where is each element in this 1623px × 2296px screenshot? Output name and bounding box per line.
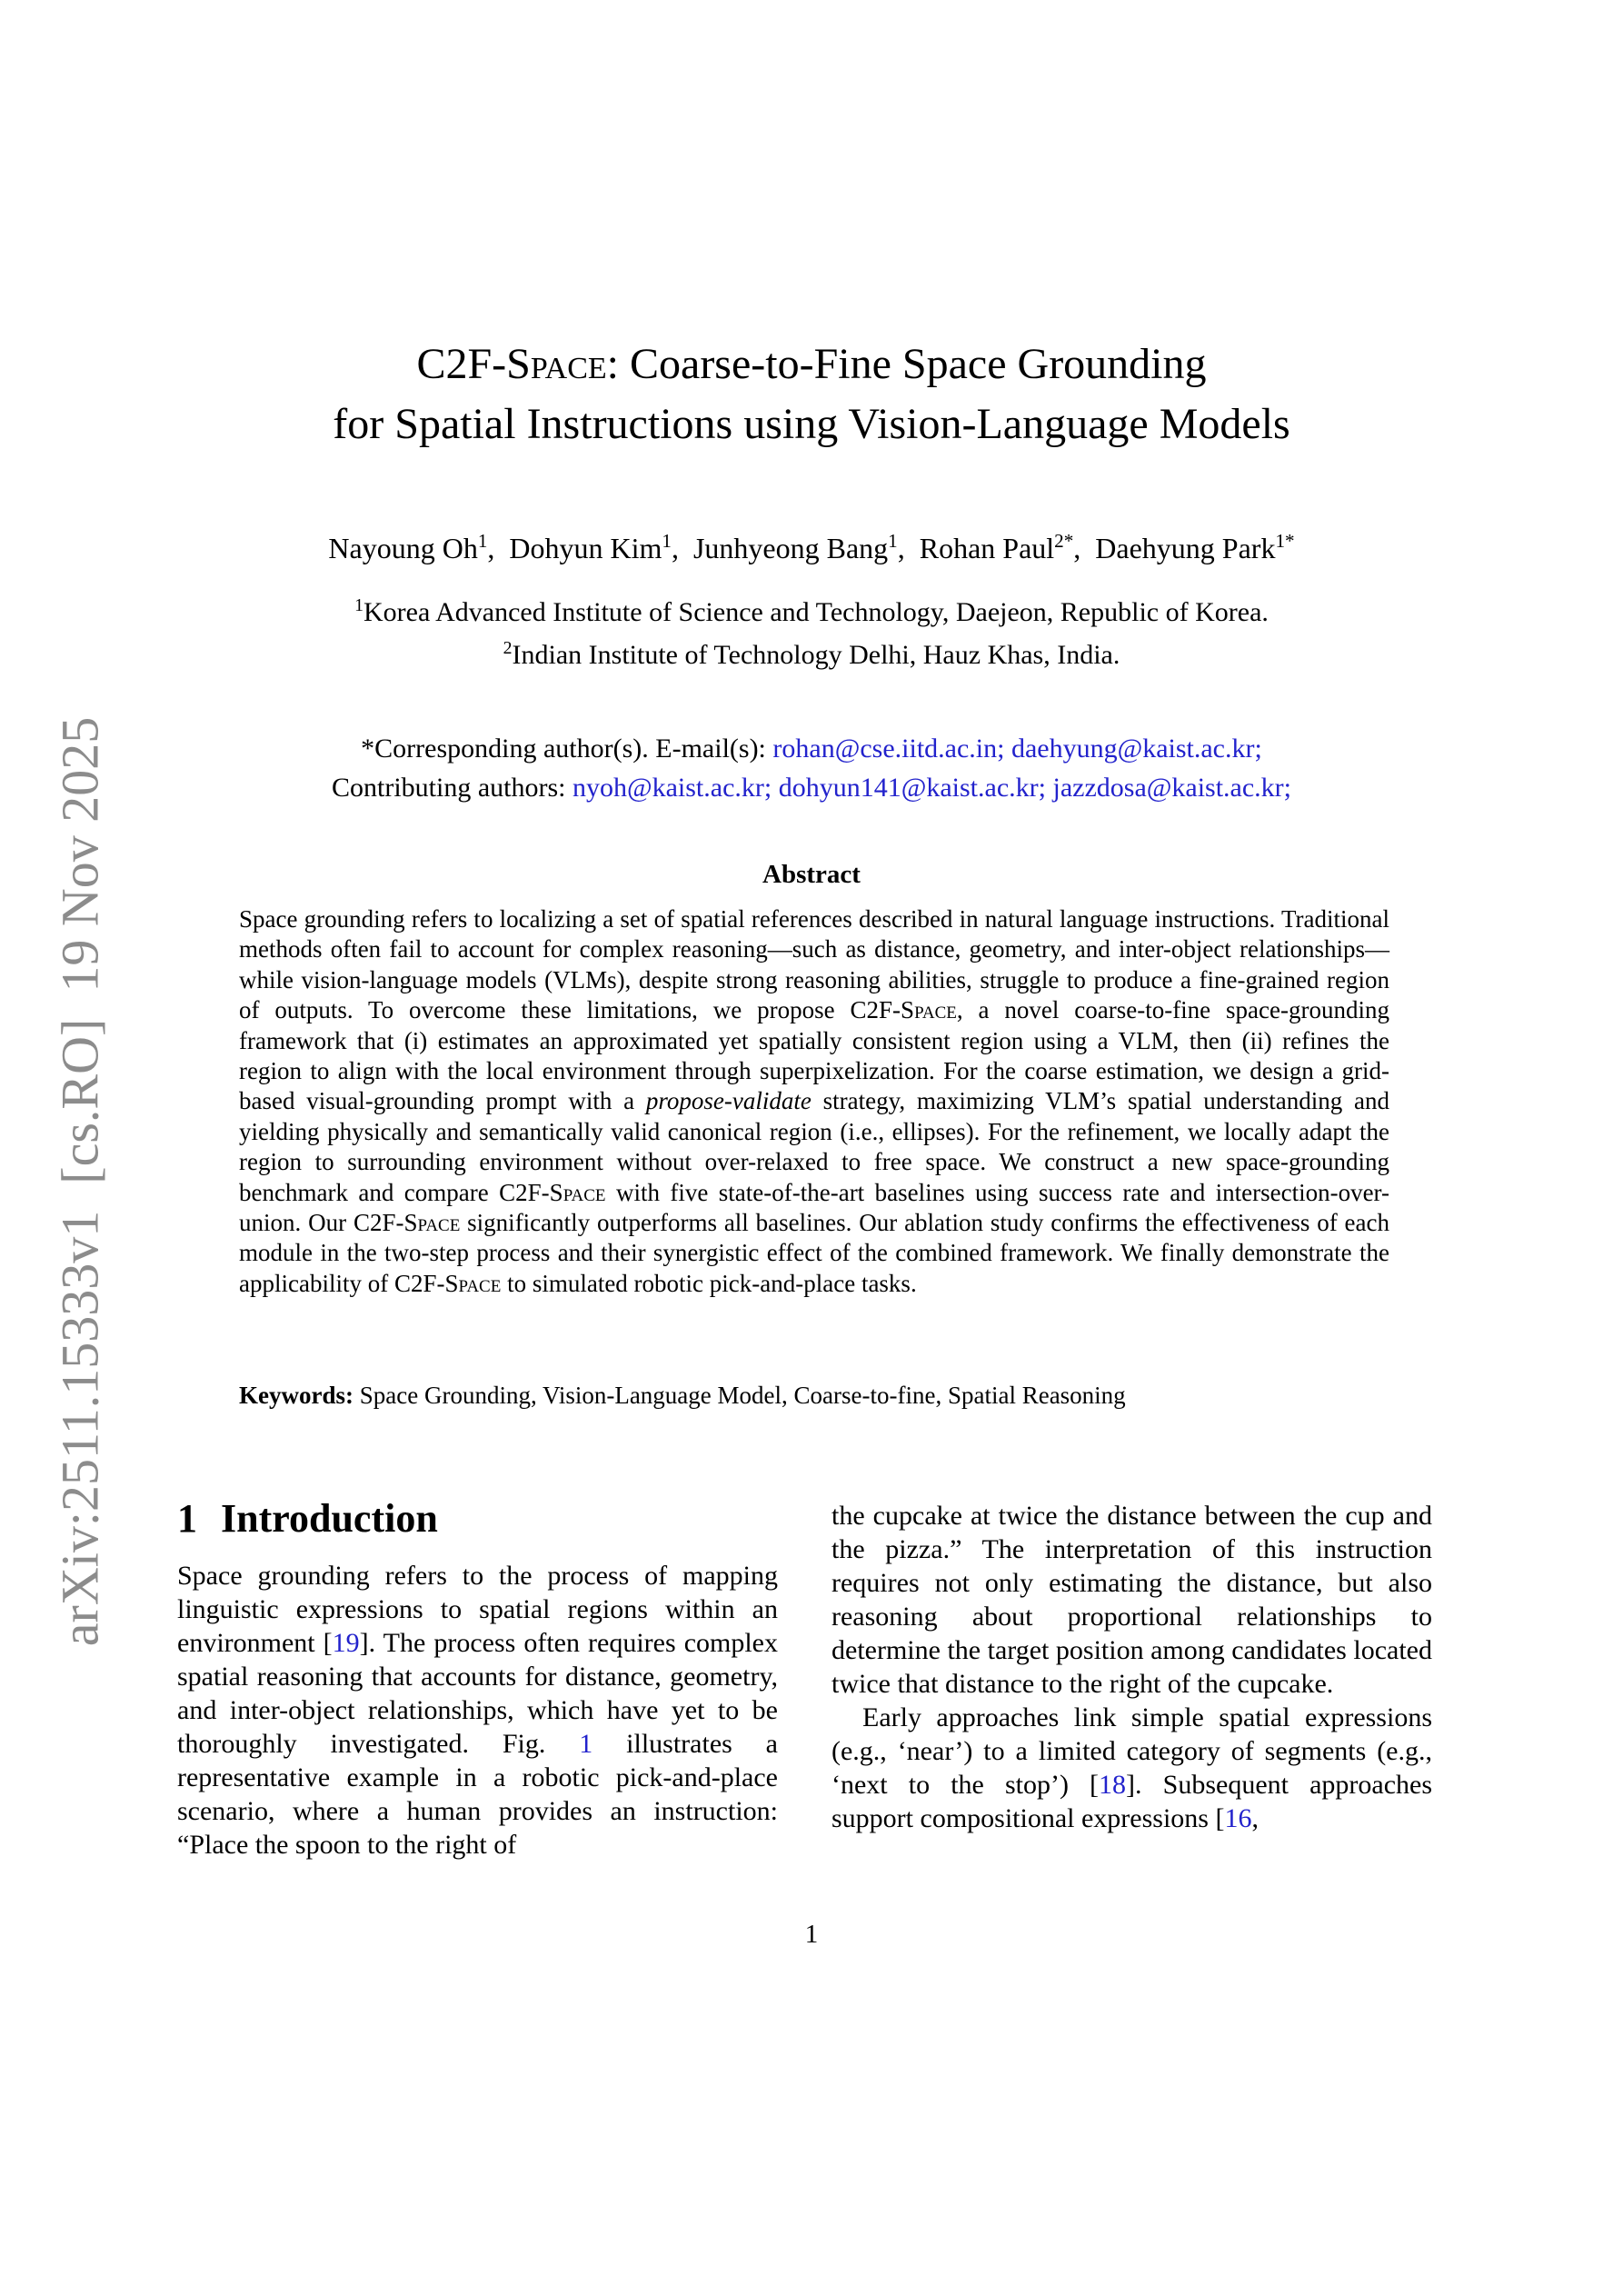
text-segment: pace [417,1209,461,1237]
text-segment: ]. Subsequent approaches support compositional expressions [ [831,1770,1433,1833]
introduction-right-column [831,1496,1432,1862]
introduction-paragraph-2 [831,1701,1432,1835]
text-segment: with five state-of-the-art baselines using success rate and intersection-over-union. Our [239,1178,1390,1237]
keywords-line [239,1382,1389,1410]
text-segment: , a novel coarse-to-fine space-grounding framework that (i) estimates an approximated yet spatially consistent region using a VLM, then (ii) refines the region to align with the local environment through superpixelization. For the coarse estimation, we design a grid-based visual-grounding prompt with a [239,996,1389,1115]
text-segment: , Dohyun Kim [487,532,662,564]
section-heading-introduction [177,1496,778,1542]
paper-title-line1 [0,334,1623,394]
text-segment: Space grounding refers to localizing a set of spatial references described in natural language instructions. Traditional methods often fail to account for complex reasoning—such as distance, geometry, and inter-object relationships—while vision-language models (VLMs), despite strong reasoning abilities, struggle to produce a fine-grained region of outputs. To overcome these limitations, we propose [239,905,1389,1024]
text-segment: C2F-S [393,1269,459,1297]
text-segment: Keywords: [239,1382,353,1409]
affiliation-2 [0,635,1623,678]
text-segment: Space Grounding, Vision-Language Model, Coarse-to-fine, Spatial Reasoning [353,1382,1126,1409]
text-segment: strategy, maximizing VLM’s spatial understanding and yielding physically and semantically valid canonical region (i.e., ellipses). For the refinement, we locally adapt the region to surrounding environment without over-relaxed to free space. We construct a new space-grounding benchmark and compare [239,1087,1389,1206]
text-segment: , Rohan Paul [897,532,1055,564]
text-segment: , [1251,1803,1259,1833]
author-list [0,532,1623,565]
introduction-left-column [177,1496,778,1862]
email-link-dohyun141[interactable]: dohyun141@kaist.ac.kr; [778,773,1046,803]
text-segment: 2* [1054,530,1074,553]
citation-ref-16[interactable]: 16 [1224,1803,1252,1833]
paper-title-line2: for Spatial Instructions using Vision-Language Models [333,400,1290,448]
text-segment: *Corresponding author(s). E-mail(s): [361,734,773,764]
text-segment [1004,734,1011,764]
text-segment: Indian Institute of Technology Delhi, Hauz Khas, India. [512,640,1120,670]
text-segment: 1 [354,595,363,616]
email-link-daehyung[interactable]: daehyung@kaist.ac.kr; [1011,734,1262,764]
text-segment: 2 [503,638,513,659]
text-segment: , Junhyeong Bang [671,532,889,564]
corresponding-authors-line [0,729,1623,768]
text-segment: illustrates a representative example in a robotic pick-and-place scenario, where a human provides an instruction: “Place the spoon to the right of [177,1729,778,1860]
section-number: 1 [177,1496,197,1541]
text-segment: pace [914,996,957,1024]
introduction-paragraph-1-continued: the cupcake at twice the distance between the cup and the pizza.” The interpretation of this instruction requires not only estimating the distance, but also reasoning about proportional relationships to determine the target position among candidates located twice that distance to the right of the cupcake. [831,1501,1432,1699]
text-segment: C2F-S [353,1209,418,1237]
text-segment: C2F-S [499,1178,563,1206]
correspondence-block [0,729,1623,807]
text-segment: Contributing authors: [331,773,573,803]
affiliation-1 [0,593,1623,635]
email-link-jazzdosa[interactable]: jazzdosa@kaist.ac.kr; [1052,773,1291,803]
arxiv-watermark: arXiv:2511.15333v1 [cs.RO] 19 Nov 2025 [50,716,110,1647]
email-link-rohan[interactable]: rohan@cse.iitd.ac.in; [772,734,1005,764]
text-segment: pace [458,1269,502,1297]
text-segment: : Coarse-to-Fine Space Grounding [606,340,1207,388]
text-segment: 1 [477,530,488,553]
introduction-section [177,1496,1432,1862]
text-segment: 1 [888,530,898,553]
citation-ref-18[interactable]: 18 [1099,1770,1127,1800]
text-segment: pace [530,340,607,388]
affiliations [0,593,1623,678]
text-segment: 1 [662,530,672,553]
text-segment: significantly outperforms all baselines. Our ablation study confirms the effectiveness of each module in the two-step process and their synergistic effect of the combined framework. We finally demonstrate the applicability of [239,1209,1389,1297]
text-segment: Early approaches link simple spatial expressions (e.g., ‘near’) to a limited category of segments (e.g., ‘next to the stop’) [ [831,1702,1432,1800]
text-segment: 1* [1275,530,1295,553]
text-segment: Space grounding refers to the process of mapping linguistic expressions to spatial regions within an environment [ [177,1561,778,1658]
page-number: 1 [804,1920,819,1949]
text-segment: to simulated robotic pick-and-place tasks. [501,1269,917,1297]
figure-ref-1[interactable]: 1 [579,1729,593,1759]
email-link-nyoh[interactable]: nyoh@kaist.ac.kr; [572,773,772,803]
text-segment: C2F-S [850,996,915,1024]
text-segment: ]. The process often requires complex spatial reasoning that accounts for distance, geometry, and inter-object relationships, which have yet to be thoroughly investigated. Fig. [177,1628,779,1759]
text-segment: pace [563,1178,606,1206]
abstract-text [239,904,1389,1299]
text-segment: Nayoung Oh [328,532,478,564]
text-segment [772,773,779,803]
text-segment: C2F-S [416,340,531,388]
contributing-authors-line [0,768,1623,807]
introduction-paragraph-1 [177,1559,778,1862]
text-segment: propose-validate [645,1087,812,1115]
abstract-heading: Abstract [762,860,861,889]
section-title: Introduction [221,1496,438,1541]
text-segment: Korea Advanced Institute of Science and Technology, Daejeon, Republic of Korea. [363,597,1269,627]
paper-title [0,334,1623,454]
text-segment: , Daehyung Park [1073,532,1276,564]
citation-ref-19[interactable]: 19 [332,1628,360,1658]
